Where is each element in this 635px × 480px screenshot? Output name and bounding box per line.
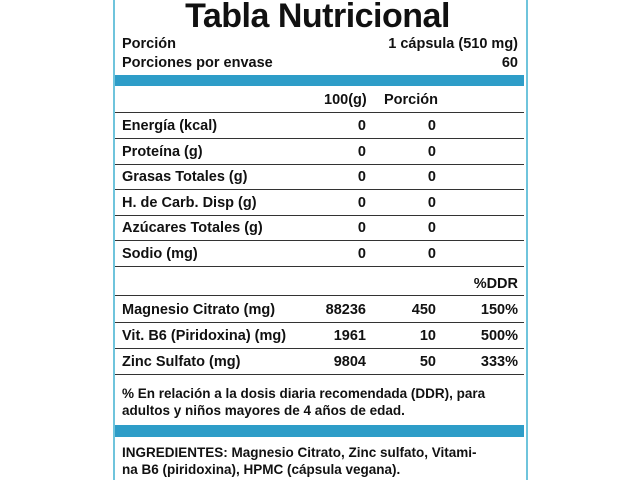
nutrient-per100: 0 xyxy=(357,118,366,134)
mineral-ddr: 500% xyxy=(480,328,518,344)
divider xyxy=(115,240,524,241)
nutrient-portion: 0 xyxy=(427,169,436,185)
footnote-line-1: % En relación a la dosis diaria recomendada (DDR), para xyxy=(122,386,486,401)
nutrient-per100: 0 xyxy=(357,220,366,236)
mineral-portion: 450 xyxy=(411,302,436,318)
accent-bar-bottom xyxy=(115,425,524,437)
mineral-name: Magnesio Citrato (mg) xyxy=(122,302,276,318)
divider xyxy=(115,295,524,296)
nutrient-name: Sodio (mg) xyxy=(122,245,198,262)
header-per100: 100(g) xyxy=(324,92,367,108)
nutrient-per100: 0 xyxy=(357,245,366,262)
divider xyxy=(115,164,524,165)
footnote xyxy=(122,385,518,419)
ingredients xyxy=(122,444,518,478)
mineral-name: Vit. B6 (Piridoxina) (mg) xyxy=(122,328,287,344)
mineral-portion: 10 xyxy=(419,328,436,344)
footnote-line-2: adultos y niños mayores de 4 años de edad. xyxy=(122,403,405,418)
nutrient-portion: 0 xyxy=(427,220,436,236)
nutrient-portion: 0 xyxy=(427,118,436,134)
ingredients-line-2: na B6 (piridoxina), HPMC (cápsula vegana). xyxy=(122,462,401,477)
servings-value: 60 xyxy=(501,55,518,71)
divider xyxy=(115,374,524,375)
divider xyxy=(115,348,524,349)
mineral-ddr: 150% xyxy=(480,302,518,318)
mineral-name: Zinc Sulfato (mg) xyxy=(122,354,241,370)
label-title: Tabla Nutricional xyxy=(185,0,450,35)
nutrient-name: Grasas Totales (g) xyxy=(122,169,248,185)
nutrient-per100: 0 xyxy=(357,169,366,185)
mineral-per100: 1961 xyxy=(333,328,366,344)
nutrient-portion: 0 xyxy=(427,143,436,160)
divider xyxy=(115,266,524,267)
nutrient-name: Azúcares Totales (g) xyxy=(122,220,263,236)
divider xyxy=(115,112,524,113)
portion-value: 1 cápsula (510 mg) xyxy=(388,36,518,52)
nutrient-per100: 0 xyxy=(357,194,366,211)
divider xyxy=(115,322,524,323)
mineral-per100: 88236 xyxy=(325,302,366,318)
ingredients-line-1: INGREDIENTES: Magnesio Citrato, Zinc sulfato, Vitami- xyxy=(122,445,477,460)
nutrient-name: Energía (kcal) xyxy=(122,118,218,134)
nutrient-portion: 0 xyxy=(427,245,436,262)
portion-label: Porción xyxy=(122,36,176,52)
nutrient-per100: 0 xyxy=(357,143,366,160)
mineral-portion: 50 xyxy=(419,354,436,370)
accent-bar-top xyxy=(115,75,524,86)
mineral-per100: 9804 xyxy=(333,354,366,370)
nutrient-name: H. de Carb. Disp (g) xyxy=(122,194,257,211)
header-ddr: %DDR xyxy=(473,276,518,292)
header-portion: Porción xyxy=(384,92,438,108)
divider xyxy=(115,138,524,139)
servings-label: Porciones por envase xyxy=(122,55,273,71)
divider xyxy=(115,215,524,216)
nutrient-name: Proteína (g) xyxy=(122,143,203,160)
mineral-ddr: 333% xyxy=(480,354,518,370)
divider xyxy=(115,189,524,190)
nutrient-portion: 0 xyxy=(427,194,436,211)
